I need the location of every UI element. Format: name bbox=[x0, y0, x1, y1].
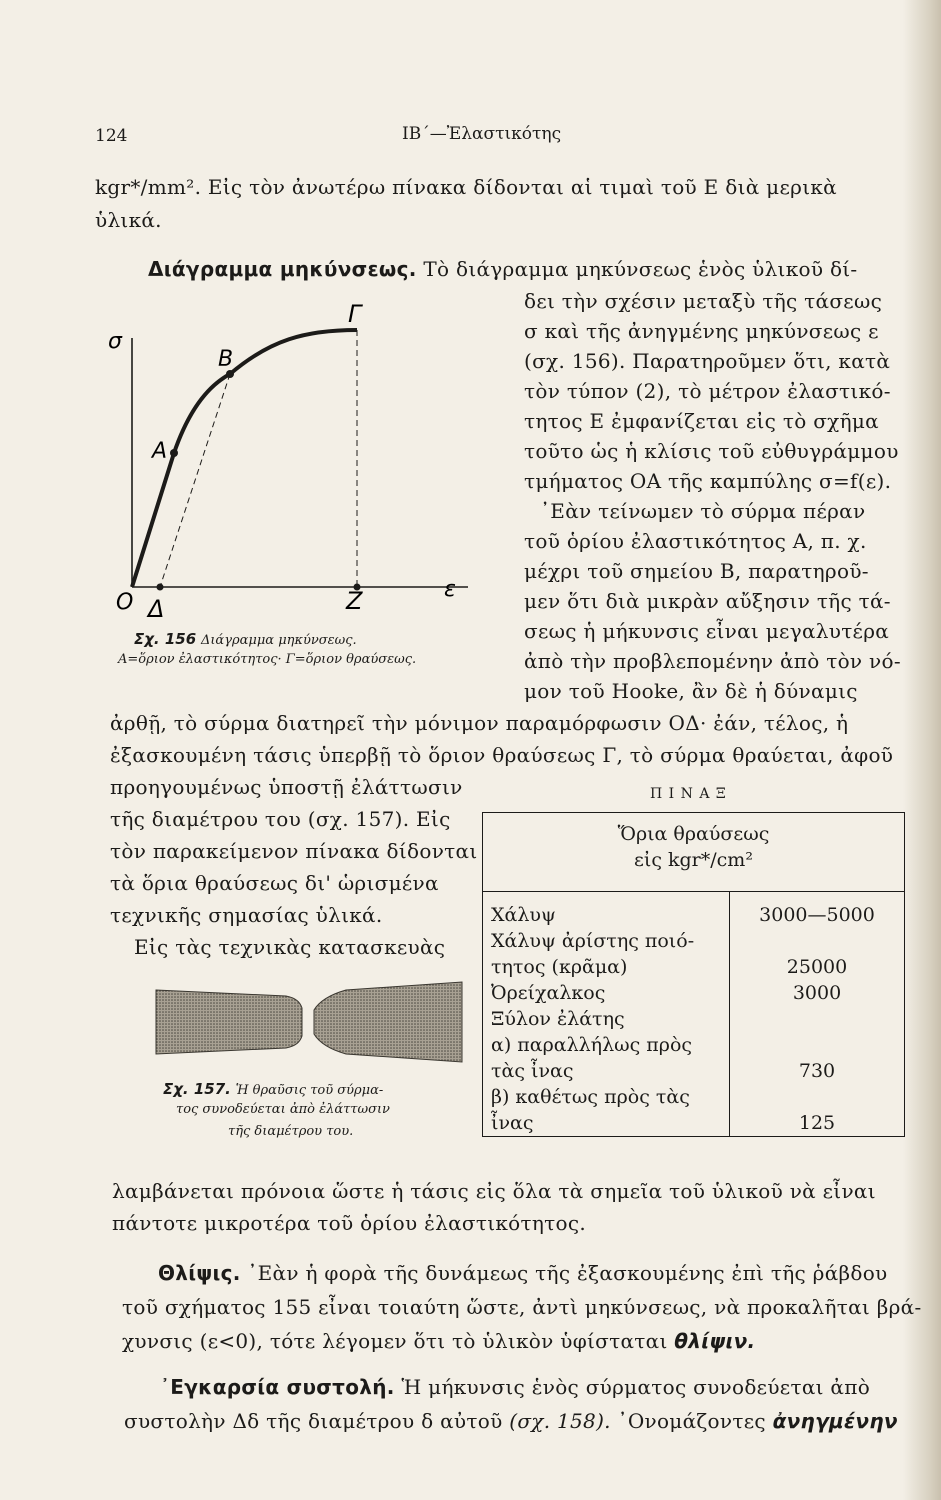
diagram-col-line-4: τὸν τύπον (2), τὸ μέτρον ἐλαστικό- bbox=[524, 379, 891, 403]
label-beta: Β bbox=[218, 347, 234, 372]
left-col-line-2: τῆς διαμέτρου του (σχ. 157). Εἰς bbox=[110, 807, 451, 831]
diagram-col-line-2: σ καὶ τῆς ἀνηγμένης μηκύνσεως ε bbox=[524, 319, 879, 343]
label-sigma: σ bbox=[108, 329, 122, 354]
compression-term: θλίψιν. bbox=[674, 1329, 756, 1353]
label-epsilon: ε bbox=[444, 577, 456, 602]
intro-line-2: ὑλικά. bbox=[95, 208, 162, 232]
contraction-figure-ref: (σχ. 158). bbox=[509, 1409, 611, 1433]
running-title: ΙΒ΄—Ἐλαστικότης bbox=[402, 124, 562, 144]
wire-fragment-left bbox=[156, 990, 302, 1054]
figure-156-title: Διάγραμμα μηκύνσεως. bbox=[200, 633, 357, 648]
table-row-name: τητος (κρᾶμα) bbox=[491, 956, 628, 978]
figure-156-number: Σχ. 156 bbox=[134, 630, 197, 648]
label-zeta: Ζ bbox=[346, 587, 363, 615]
diagram-col-line-8: ᾿Εὰν τείνωμεν τὸ σύρμα πέραν bbox=[540, 499, 866, 523]
section-heading-diagram: Διάγραμμα μηκύνσεως. bbox=[148, 257, 417, 281]
section-heading-compression: Θλίψις. bbox=[158, 1261, 241, 1285]
figure-157-caption-line-3: τῆς διαμέτρου του. bbox=[228, 1124, 354, 1139]
section-heading-contraction: ᾿Εγκαρσία συστολή. bbox=[160, 1375, 395, 1399]
table-row-name: Χάλυψ bbox=[491, 904, 556, 926]
compression-line-1 bbox=[158, 1258, 888, 1288]
table-row-value: 125 bbox=[798, 1112, 836, 1134]
diagram-full-line-2: ἐξασκουμένη τάσις ὑπερβῇ τὸ ὅριον θραύσεως Γ, τὸ σύρμα θραύεται, ἀφοῦ bbox=[110, 743, 894, 767]
diagram-col-line-14: μον τοῦ Hooke, ἂν δὲ ἡ δύναμις bbox=[524, 679, 858, 703]
closing-line-2: πάντοτε μικροτέρα τοῦ ὁρίου ἐλαστικότητος. bbox=[112, 1211, 587, 1235]
table-title: Π Ι Ν Α Ξ bbox=[650, 786, 727, 802]
left-col-line-6: Εἰς τὰς τεχνικὰς κατασκευὰς bbox=[134, 935, 446, 959]
table-name-column bbox=[483, 892, 730, 1137]
closing-line-1: λαμβάνεται πρόνοια ὥστε ἡ τάσις εἰς ὅλα τὰ σημεῖα τοῦ ὑλικοῦ νὰ εἶναι bbox=[112, 1179, 876, 1203]
figure-157-number: Σχ. 157. bbox=[163, 1080, 231, 1098]
figure-156-caption-line-2: Α=ὅριον ἐλαστικότητος· Γ=ὅριον θραύσεως. bbox=[118, 652, 417, 667]
diagram-col-line-3: (σχ. 156). Παρατηροῦμεν ὅτι, κατὰ bbox=[524, 349, 891, 373]
label-origin: Ο bbox=[116, 590, 134, 615]
diagram-col-line-11: μεν ὅτι διὰ μικρὰν αὔξησιν τῆς τά- bbox=[524, 589, 891, 613]
diagram-col-line-5: τητος E ἐμφανίζεται εἰς τὸ σχῆμα bbox=[524, 409, 879, 433]
table-row-value bbox=[738, 1084, 896, 1110]
table-header-row bbox=[483, 813, 905, 892]
table-header-line-1: Ὅρια θραύσεως bbox=[617, 823, 770, 845]
table-row-value: 3000 bbox=[792, 982, 842, 1004]
table-row-value bbox=[738, 928, 896, 954]
table-row-value bbox=[738, 1032, 896, 1058]
table-header-cell bbox=[483, 813, 905, 892]
figure-157-caption-text: Ἡ θραῦσις τοῦ σύρμα- bbox=[235, 1083, 384, 1098]
diagram-heading-line bbox=[148, 254, 858, 284]
contraction-text-2a: συστολὴν Δδ τῆς διαμέτρου δ αὐτοῦ bbox=[124, 1409, 503, 1433]
page-edge-shadow bbox=[903, 0, 941, 1500]
table-body-row bbox=[483, 892, 905, 1137]
left-col-line-1: προηγουμένως ὑποστῇ ἐλάττωσιν bbox=[110, 775, 463, 799]
diagram-first-line: Τὸ διάγραμμα μηκύνσεως ἑνὸς ὑλικοῦ δί- bbox=[423, 257, 858, 281]
diagram-col-line-1: δει τὴν σχέσιν μεταξὺ τῆς τάσεως bbox=[524, 289, 883, 313]
table-header-line-2: εἰς kgr*/cm² bbox=[634, 849, 753, 871]
label-delta: Δ bbox=[148, 595, 165, 623]
compression-text-1: ᾿Εὰν ἡ φορὰ τῆς δυνάμεως τῆς ἐξασκουμένης ἐπὶ τῆς ῥάβδου bbox=[247, 1261, 888, 1285]
contraction-line-2 bbox=[124, 1406, 898, 1436]
compression-text-3: χυνσις (ε<0), τότε λέγομεν ὅτι τὸ ὑλικὸν ὑφίσταται bbox=[122, 1329, 668, 1353]
table-row-value: 3000—5000 bbox=[759, 904, 875, 926]
table-row-name: τὰς ἶνας bbox=[491, 1060, 574, 1082]
table-row-name: Χάλυψ ἀρίστης ποιό- bbox=[491, 930, 695, 952]
fracture-limits-table bbox=[482, 812, 905, 1137]
figure-157-caption-line-2: τος συνοδεύεται ἀπὸ ἐλάττωσιν bbox=[176, 1102, 390, 1117]
contraction-term: ἀνηγμένην bbox=[772, 1409, 898, 1433]
diagram-col-line-13: ἀπὸ τὴν προβλεπομένην ἀπὸ τὸν νό- bbox=[524, 649, 901, 673]
label-gamma: Γ bbox=[348, 300, 362, 328]
table-row-value: 730 bbox=[798, 1060, 836, 1082]
figure-157-broken-wire bbox=[150, 972, 468, 1072]
diagram-col-line-9: τοῦ ὁρίου ἐλαστικότητος Α, π. χ. bbox=[524, 529, 867, 553]
intro-line-1: kgr*/mm². Εἰς τὸν ἀνωτέρω πίνακα δίδονται αἱ τιμαὶ τοῦ E διὰ μερικὰ bbox=[95, 175, 837, 199]
table-row-name: Ὀρείχαλκος bbox=[491, 982, 606, 1004]
diagram-full-line-1: ἀρθῇ, τὸ σύρμα διατηρεῖ τὴν μόνιμον παραμόρφωσιν ΟΔ· ἐάν, τέλος, ἡ bbox=[110, 711, 849, 735]
contraction-text-1: Ἡ μήκυνσις ἑνὸς σύρματος συνοδεύεται ἀπὸ bbox=[401, 1375, 871, 1399]
compression-line-3 bbox=[122, 1326, 755, 1356]
point-delta bbox=[157, 584, 164, 591]
label-alpha: Α bbox=[152, 439, 168, 464]
diagram-col-line-10: μέχρι τοῦ σημείου Β, παρατηροῦ- bbox=[524, 559, 869, 583]
table-row-name: β) καθέτως πρὸς τὰς bbox=[491, 1086, 690, 1108]
contraction-line-1 bbox=[160, 1372, 870, 1402]
diagram-col-line-7: τμήματος ΟΑ τῆς καμπύλης σ=f(ε). bbox=[524, 469, 892, 493]
contraction-text-2b: ᾿Ονομάζοντες bbox=[617, 1409, 766, 1433]
table-value-column bbox=[730, 892, 905, 1137]
diagram-col-line-6: τοῦτο ὡς ἡ κλίσις τοῦ εὐθυγράμμου bbox=[524, 439, 899, 463]
figure-156-diagram bbox=[100, 300, 500, 630]
table-row-name: α) παραλλήλως πρὸς bbox=[491, 1034, 693, 1056]
diagram-col-line-12: σεως ἡ μήκυνσις εἶναι μεγαλυτέρα bbox=[524, 619, 890, 643]
table-row-value: 25000 bbox=[786, 956, 848, 978]
table-row-name: ἶνας bbox=[491, 1112, 534, 1134]
table-row-value bbox=[738, 1006, 896, 1032]
table-row-name: Ξύλον ἐλάτης bbox=[491, 1008, 625, 1030]
figure-156-caption-line-1 bbox=[134, 630, 357, 648]
point-alpha bbox=[170, 449, 178, 457]
left-col-line-3: τὸν παρακείμενον πίνακα δίδονται bbox=[110, 839, 478, 863]
page-number: 124 bbox=[95, 126, 128, 146]
figure-157-caption-line-1 bbox=[163, 1080, 383, 1098]
left-col-line-4: τὰ ὅρια θραύσεως δι' ὡρισμένα bbox=[110, 871, 439, 895]
left-col-line-5: τεχνικῆς σημασίας ὑλικά. bbox=[110, 903, 383, 927]
wire-fragment-right bbox=[314, 982, 462, 1062]
compression-line-2: τοῦ σχήματος 155 εἶναι τοιαύτη ὥστε, ἀντὶ μηκύνσεως, νὰ προκαλῆται βρά- bbox=[122, 1295, 922, 1319]
